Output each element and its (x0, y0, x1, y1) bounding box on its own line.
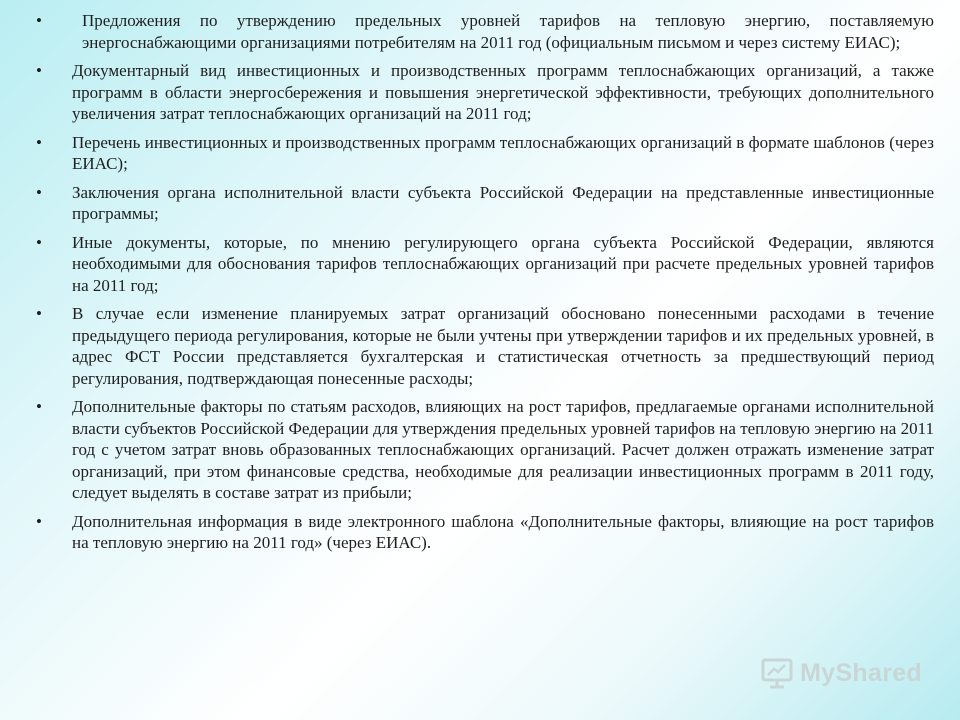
bullet-text: Заключения органа исполнительной власти субъекта Российской Федерации на представленные инвестиционные программы; (72, 182, 934, 223)
bullet-text: Документарный вид инвестиционных и производственных программ теплоснабжающих организаций, а также программ в области энергосбережения и повышения энергетической эффективности, требующих дополнительного увеличения затрат теплоснабжающих организаций на 2011 год; (72, 61, 934, 123)
bullet-text: В случае если изменение планируемых затрат организаций обосновано понесенными расходами в течение предыдущего периода регулирования, которые не были учтены при утверждении тарифов и их предельных уровней, в адрес ФСТ России представляется бухгалтерская и статистическая отчетность за предшествующий период регулирования, подтверждающая понесенные расходы; (72, 304, 934, 388)
bullet-item (34, 182, 934, 225)
bullet-text: Перечень инвестиционных и производственных программ теплоснабжающих организаций в формате шаблонов (через ЕИАС); (72, 132, 934, 173)
bullet-item (34, 132, 934, 175)
watermark-text: MyShared (800, 658, 922, 687)
presentation-board-icon (760, 656, 794, 690)
bullet-item (34, 396, 934, 504)
myshared-watermark (760, 656, 922, 690)
bullet-item (34, 511, 934, 554)
bullet-item (34, 303, 934, 389)
bullet-item (34, 60, 934, 125)
bullet-text: • Предложения по утверждению предельных уровней тарифов на тепловую энергию, поставляемую энергоснабжающими организациями потребителям на 2011 год (официальным письмом и через систему ЕИАС); (82, 11, 934, 52)
bullet-text: Дополнительная информация в виде электронного шаблона «Дополнительные факторы, влияющие на рост тарифов на тепловую энергию на 2011 год» (через ЕИАС). (72, 511, 934, 552)
bullet-text: Иные документы, которые, по мнению регулирующего органа субъекта Российской Федерации, являются необходимыми для обоснования тарифов теплоснабжающих организаций при расчете предельных уровней тарифов на 2011 год; (72, 232, 934, 295)
bullet-item (34, 232, 934, 297)
bullet-text: Дополнительные факторы по статьям расходов, влияющих на рост тарифов, предлагаемые органами исполнительной власти субъектов Российской Федерации для утверждения предельных уровней тарифов на тепловую энергию на 2011 год с учетом затрат вновь образованных теплоснабжающих организаций. Расчет должен отражать изменение затрат организаций, при этом финансовые средства, необходимые для реализации инвестиционных программ в 2011 году, следует выделять в составе затрат из прибыли; (72, 397, 934, 502)
bullet-list (34, 10, 934, 561)
bullet-item (34, 10, 934, 53)
